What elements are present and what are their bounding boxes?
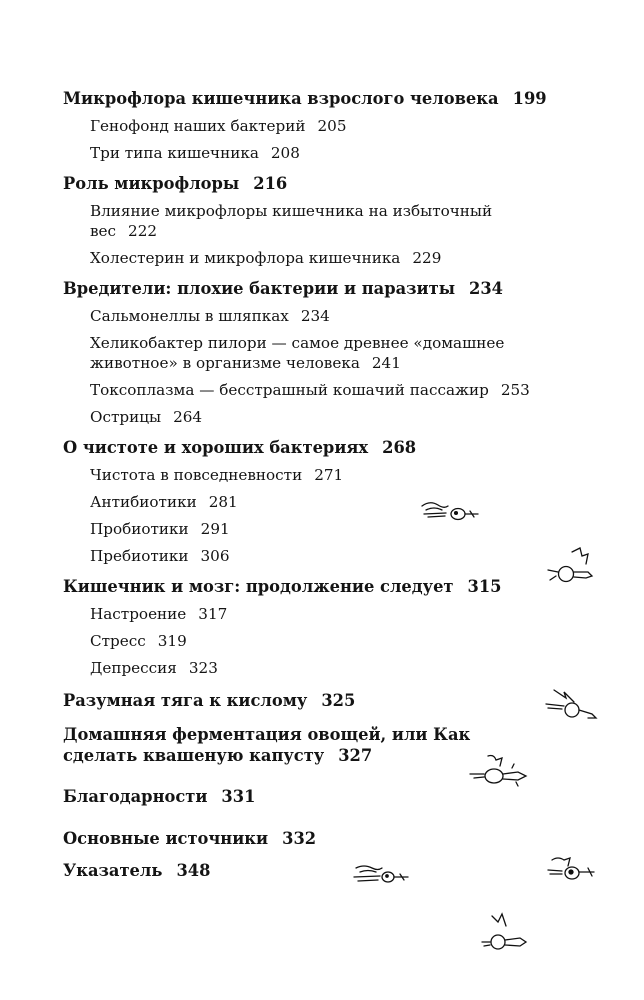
page-number: 253 <box>500 381 530 399</box>
section-title: Микрофлора кишечника взрослого человека <box>63 89 499 108</box>
toc-section <box>63 724 483 766</box>
item-title: Острицы <box>90 408 162 426</box>
page-number: 331 <box>221 787 256 806</box>
page-number: 264 <box>173 408 203 426</box>
toc-section <box>63 88 547 110</box>
item-title: Влияние микрофлоры кишечника на избыточный вес <box>90 202 493 240</box>
page-number: 327 <box>338 746 373 765</box>
page-number: 315 <box>467 577 502 596</box>
bacterium-doodle-icon <box>476 912 532 956</box>
toc-section <box>63 576 543 598</box>
toc-item <box>90 465 530 485</box>
section-title: Основные источники <box>63 829 269 848</box>
page-number: 216 <box>253 174 288 193</box>
section-title: Кишечник и мозг: продолжение следует <box>63 577 454 596</box>
toc-item <box>90 658 530 678</box>
item-title: Стресс <box>90 632 146 650</box>
item-title: Настроение <box>90 605 187 623</box>
page-number: 306 <box>200 547 230 565</box>
page-number: 229 <box>412 249 442 267</box>
page-number: 317 <box>198 605 228 623</box>
toc-section <box>63 690 543 712</box>
page-number: 241 <box>371 354 401 372</box>
toc-item <box>90 116 530 136</box>
toc-section <box>63 828 543 850</box>
item-title: Чистота в повседневности <box>90 466 303 484</box>
toc-section <box>63 278 543 300</box>
page-number: 271 <box>314 466 344 484</box>
toc-item <box>90 248 530 268</box>
page-number: 281 <box>208 493 238 511</box>
bacterium-doodle-icon <box>350 860 412 890</box>
toc-item <box>90 604 530 624</box>
section-title: Домашняя ферментация овощей, или Как сделать квашеную капусту <box>63 725 471 765</box>
page-number: 208 <box>270 144 300 162</box>
section-title: Указатель <box>63 861 163 880</box>
toc-item <box>90 306 530 326</box>
item-title: Пробиотики <box>90 520 189 538</box>
page-number: 325 <box>321 691 356 710</box>
toc-section <box>63 860 543 882</box>
toc-section <box>63 173 543 195</box>
toc-item <box>90 631 530 651</box>
toc-item <box>90 333 520 373</box>
bacterium-doodle-icon <box>540 688 600 724</box>
toc-section <box>63 437 543 459</box>
item-title: Генофонд наших бактерий <box>90 117 306 135</box>
toc-item <box>90 546 530 566</box>
section-title: Вредители: плохие бактерии и паразиты <box>63 279 456 298</box>
page-number: 323 <box>188 659 218 677</box>
item-title: Депрессия <box>90 659 177 677</box>
section-title: Благодарности <box>63 787 208 806</box>
item-title: Антибиотики <box>90 493 197 511</box>
page-number: 348 <box>176 861 211 880</box>
item-title: Хеликобактер пилори — самое древнее «домашнее животное» в организме человека <box>90 334 505 372</box>
item-title: Пребиотики <box>90 547 189 565</box>
bacterium-doodle-icon <box>544 854 600 888</box>
toc-item <box>90 380 530 400</box>
toc-item <box>90 143 530 163</box>
toc-item <box>90 201 510 241</box>
page-number: 291 <box>200 520 230 538</box>
bacterium-doodle-icon <box>544 546 600 586</box>
item-title: Токсоплазма — бесстрашный кошачий пассажир <box>90 381 489 399</box>
page-number: 319 <box>157 632 187 650</box>
page-number: 332 <box>282 829 317 848</box>
toc-item <box>90 407 530 427</box>
page-number: 205 <box>317 117 347 135</box>
section-title: Роль микрофлоры <box>63 174 240 193</box>
bacterium-doodle-icon <box>466 752 532 794</box>
section-title: О чистоте и хороших бактериях <box>63 438 369 457</box>
page-number: 234 <box>300 307 330 325</box>
item-title: Три типа кишечника <box>90 144 259 162</box>
section-title: Разумная тяга к кислому <box>63 691 308 710</box>
page-number: 268 <box>382 438 417 457</box>
page-number: 199 <box>512 89 547 108</box>
page-number: 234 <box>469 279 504 298</box>
item-title: Холестерин и микрофлора кишечника <box>90 249 401 267</box>
bacterium-doodle-icon <box>418 496 480 528</box>
item-title: Сальмонеллы в шляпках <box>90 307 289 325</box>
page-number: 222 <box>128 222 158 240</box>
